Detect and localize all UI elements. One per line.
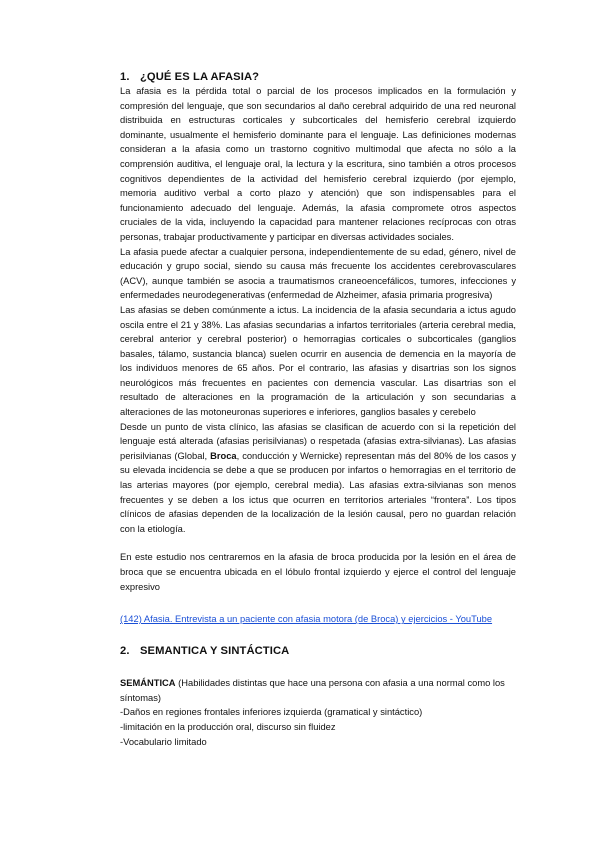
paragraph-causes: La afasia puede afectar a cualquier persona, independientemente de su edad, género, nivel de educación y grupo social, siendo su causa más frecuente los accidentes cerebrovasculares (ACV), aunque también se asocia a traumatismos craneoencefálicos, tumores, infecciones y enfermedades neurodegenerativas (enfermedad de Alzheimer, afasia primaria progresiva) bbox=[120, 246, 516, 301]
classification-text-b: , conducción y Wernicke) representan más del 80% de los casos y su elevada incidencia se debe a que se producen por infartos o hemorragias en el territorio de las arterias mayores (por ejemplo, cerebral media). Las afasias extra-silvianas son menos frecuentes y se deben a los ictus que ocurren en territorios arteriales “frontera”. Los tipos clínicos de afasias dependen de la localización de la lesión causal, pero no guardan relación con la etiología. bbox=[120, 450, 516, 534]
spacer bbox=[120, 536, 516, 550]
document-content bbox=[120, 70, 516, 749]
section-2-title: SEMANTICA Y SINTÁCTICA bbox=[140, 645, 290, 658]
list-item: -limitación en la producción oral, discurso sin fluidez bbox=[120, 721, 336, 732]
paragraph-classification bbox=[120, 420, 516, 537]
spacer bbox=[120, 658, 516, 676]
semantics-list bbox=[120, 676, 516, 749]
broca-bold: Broca bbox=[210, 450, 237, 461]
section-1-number: 1. bbox=[120, 71, 130, 83]
paragraph-study-focus: En este estudio nos centraremos en la afasia de broca producida por la lesión en el área de broca que se encuentra ubicada en el lóbulo frontal izquierdo y ejerce el control del lenguaje expresivo bbox=[120, 552, 516, 592]
list-item: -Vocabulario limitado bbox=[120, 736, 207, 747]
section-1-heading bbox=[120, 70, 516, 84]
semantics-description: (Habilidades distintas que hace una persona con afasia a una normal como los síntomas) bbox=[120, 678, 505, 703]
section-2-number: 2. bbox=[120, 645, 130, 658]
list-item: -Daños en regiones frontales inferiores izquierda (gramatical y sintáctico) bbox=[120, 707, 423, 718]
spacer bbox=[120, 626, 516, 644]
section-2-heading bbox=[120, 644, 516, 658]
semantics-lead bbox=[120, 676, 516, 705]
section-1-title: ¿QUÉ ES LA AFASIA? bbox=[140, 71, 260, 83]
paragraph-definition: La afasia es la pérdida total o parcial de los procesos implicados en la formulación y compresión del lenguaje, que son secundarios al daño cerebral adquirido de una red neuronal distribuida en estructuras corticales y subcorticales del hemisferio cerebral izquierdo dominante, usualmente el hemisferio dominante para el lenguaje. Las definiciones modernas consideran a la afasia como un trastorno cognitivo multimodal que afecta no sólo a la comprensión auditiva, el lenguaje oral, la lectura y la escritura, sino también a otros procesos cognitivos dependientes de la actividad del hemisferio cerebral izquierdo (por ejemplo, memoria auditivo verbal a corto plazo y atención) que son indispensables para el funcionamiento adecuado del lenguaje. Además, la afasia compromete otros aspectos cruciales de la vida, incluyendo la capacidad para mantener relaciones recíprocas con otras personas, trabajar productivamente y participar en diversas actividades sociales. bbox=[120, 86, 516, 242]
semantics-label: SEMÁNTICA bbox=[120, 678, 176, 689]
paragraph-incidence: Las afasias se deben comúnmente a ictus. La incidencia de la afasia secundaria a ictus agudo oscila entre el 21 y 38%. Las afasias secundarias a infartos territoriales (arteria cerebral media, cerebral anterior y cerebral posterior) o hemorragias corticales o subcorticales (ganglios basales, tálamo, sustancia blanca) suelen ocurrir en ausencia de demencia en la mayoría de los individuos menores de 65 años. Por el contrario, las afasias y disartrias son los signos neurológicos más frecuentes en pacientes con demencia vascular. Las disartrias son el resultado de alteraciones en la programación de la articulación y son secundarias a alteraciones de las motoneuronas superiores e inferiores, ganglios basales y cerebelo bbox=[120, 304, 516, 418]
spacer bbox=[120, 594, 516, 612]
classification-text-a: Desde un punto de vista clínico, las afasias se clasifican de acuerdo con si la repetición del lenguaje está alterada (afasias perisilvianas) o respetada (afasias extra-silvianas). Las afasias perisilvianas (Global, bbox=[120, 421, 516, 461]
youtube-video-link[interactable]: (142) Afasia. Entrevista a un paciente con afasia motora (de Broca) y ejercicios - YouTube bbox=[120, 614, 493, 625]
